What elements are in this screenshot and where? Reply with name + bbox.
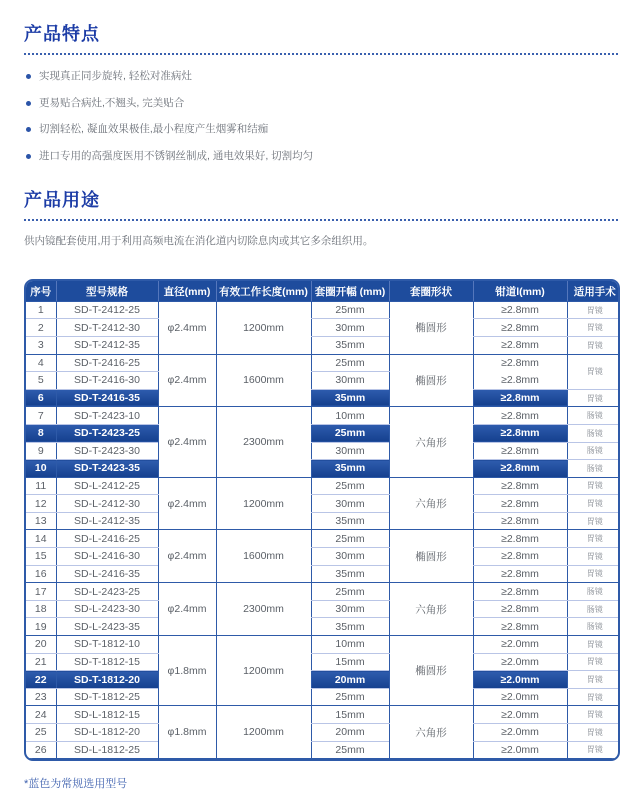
- dotted-divider: [24, 219, 618, 221]
- cell-loop-opening: 25mm: [311, 530, 389, 548]
- cell-working-length: 1200mm: [216, 301, 311, 354]
- cell-loop-opening: 30mm: [311, 495, 389, 513]
- cell-index: 15: [26, 548, 56, 566]
- cell-channel: ≥2.8mm: [473, 600, 567, 618]
- cell-applicable-surgery: 胃镜: [567, 565, 620, 583]
- cell-channel: ≥2.8mm: [473, 565, 567, 583]
- cell-loop-opening: 30mm: [311, 442, 389, 460]
- cell-model: SD-L-2423-35: [56, 618, 158, 636]
- cell-model: SD-L-1812-15: [56, 706, 158, 724]
- cell-model: SD-L-1812-20: [56, 724, 158, 742]
- cell-index: 11: [26, 477, 56, 495]
- cell-index: 3: [26, 336, 56, 354]
- cell-channel: ≥2.8mm: [473, 618, 567, 636]
- cell-index: 1: [26, 301, 56, 319]
- footnote: *蓝色为常规选用型号: [24, 778, 128, 791]
- cell-applicable-surgery: 胃镜: [567, 688, 620, 706]
- cell-loop-opening: 15mm: [311, 706, 389, 724]
- cell-loop-opening: 30mm: [311, 548, 389, 566]
- table-row: [26, 548, 620, 566]
- cell-index: 6: [26, 389, 56, 407]
- cell-model: SD-L-2416-30: [56, 548, 158, 566]
- feature-item: 更易贴合病灶,不翘头, 完美贴合: [24, 97, 618, 111]
- cell-loop-shape: 椭圆形: [389, 301, 473, 354]
- cell-index: 5: [26, 372, 56, 390]
- cell-channel: ≥2.8mm: [473, 442, 567, 460]
- cell-model: SD-T-1812-15: [56, 653, 158, 671]
- cell-applicable-surgery: 肠镜: [567, 618, 620, 636]
- table-row: [26, 301, 620, 319]
- cell-index: 2: [26, 319, 56, 337]
- cell-index: 16: [26, 565, 56, 583]
- column-header: 直径(mm): [158, 281, 216, 301]
- cell-index: 21: [26, 653, 56, 671]
- cell-applicable-surgery: 胃镜: [567, 301, 620, 319]
- cell-applicable-surgery: 肠镜: [567, 583, 620, 601]
- cell-channel: ≥2.8mm: [473, 583, 567, 601]
- bullet-dot-icon: [26, 154, 31, 159]
- cell-channel: ≥2.8mm: [473, 301, 567, 319]
- cell-applicable-surgery: 肠镜: [567, 600, 620, 618]
- cell-applicable-surgery: 胃镜: [567, 319, 620, 337]
- cell-model: SD-L-1812-25: [56, 741, 158, 759]
- cell-diameter: φ1.8mm: [158, 636, 216, 706]
- cell-loop-shape: 椭圆形: [389, 530, 473, 583]
- column-header: 钳道l(mm): [473, 281, 567, 301]
- bullet-dot-icon: [26, 127, 31, 132]
- cell-channel: ≥2.8mm: [473, 495, 567, 513]
- cell-model: SD-T-2412-35: [56, 336, 158, 354]
- cell-channel: ≥2.8mm: [473, 460, 567, 478]
- cell-working-length: 1200mm: [216, 706, 311, 759]
- features-list: [24, 70, 618, 164]
- dotted-divider: [24, 53, 618, 55]
- table-row: [26, 724, 620, 742]
- table-row: [26, 653, 620, 671]
- cell-channel: ≥2.0mm: [473, 671, 567, 689]
- cell-channel: ≥2.0mm: [473, 706, 567, 724]
- table-row: [26, 530, 620, 548]
- bullet-dot-icon: [26, 101, 31, 106]
- cell-channel: ≥2.8mm: [473, 530, 567, 548]
- cell-channel: ≥2.0mm: [473, 688, 567, 706]
- usage-description: 供内镜配套使用,用于利用高频电流在消化道内切除息肉或其它多余组织用。: [24, 234, 374, 247]
- cell-loop-opening: 25mm: [311, 688, 389, 706]
- cell-working-length: 1200mm: [216, 636, 311, 706]
- cell-channel: ≥2.8mm: [473, 548, 567, 566]
- cell-diameter: φ2.4mm: [158, 530, 216, 583]
- cell-applicable-surgery: 胃镜: [567, 706, 620, 724]
- table-row: [26, 512, 620, 530]
- cell-working-length: 2300mm: [216, 583, 311, 636]
- spec-table-header-row: [26, 281, 620, 301]
- cell-model: SD-L-2412-35: [56, 512, 158, 530]
- spec-table: [26, 281, 620, 759]
- cell-loop-opening: 10mm: [311, 407, 389, 425]
- cell-channel: ≥2.0mm: [473, 741, 567, 759]
- cell-index: 4: [26, 354, 56, 372]
- cell-loop-opening: 25mm: [311, 583, 389, 601]
- usage-section: [24, 186, 618, 249]
- cell-diameter: φ2.4mm: [158, 407, 216, 477]
- features-title: 产品特点: [24, 24, 100, 44]
- cell-model: SD-T-1812-20: [56, 671, 158, 689]
- table-row: [26, 424, 620, 442]
- cell-model: SD-T-2416-35: [56, 389, 158, 407]
- table-row: [26, 706, 620, 724]
- cell-index: 13: [26, 512, 56, 530]
- table-row: [26, 336, 620, 354]
- spec-table-body: [26, 301, 620, 758]
- column-header: 适用手术: [567, 281, 620, 301]
- cell-applicable-surgery: 胃镜: [567, 336, 620, 354]
- cell-applicable-surgery: 胃镜: [567, 354, 620, 389]
- cell-model: SD-T-1812-10: [56, 636, 158, 654]
- cell-applicable-surgery: 胃镜: [567, 671, 620, 689]
- cell-index: 20: [26, 636, 56, 654]
- cell-channel: ≥2.0mm: [473, 724, 567, 742]
- cell-loop-opening: 10mm: [311, 636, 389, 654]
- cell-index: 18: [26, 600, 56, 618]
- column-header: 套圈形状: [389, 281, 473, 301]
- cell-index: 12: [26, 495, 56, 513]
- cell-model: SD-L-2423-30: [56, 600, 158, 618]
- cell-applicable-surgery: 胃镜: [567, 512, 620, 530]
- column-header: 序号: [26, 281, 56, 301]
- cell-loop-shape: 六角形: [389, 706, 473, 759]
- cell-index: 14: [26, 530, 56, 548]
- cell-index: 26: [26, 741, 56, 759]
- cell-working-length: 1200mm: [216, 477, 311, 530]
- cell-channel: ≥2.0mm: [473, 636, 567, 654]
- table-row: [26, 583, 620, 601]
- table-row: [26, 741, 620, 759]
- table-row: [26, 319, 620, 337]
- cell-channel: ≥2.8mm: [473, 319, 567, 337]
- cell-channel: ≥2.8mm: [473, 512, 567, 530]
- cell-applicable-surgery: 肠镜: [567, 460, 620, 478]
- cell-model: SD-L-2416-35: [56, 565, 158, 583]
- cell-model: SD-L-2412-30: [56, 495, 158, 513]
- cell-applicable-surgery: 胃镜: [567, 653, 620, 671]
- table-row: [26, 354, 620, 372]
- cell-channel: ≥2.8mm: [473, 407, 567, 425]
- table-row: [26, 565, 620, 583]
- cell-index: 23: [26, 688, 56, 706]
- cell-index: 17: [26, 583, 56, 601]
- cell-diameter: φ1.8mm: [158, 706, 216, 759]
- cell-channel: ≥2.0mm: [473, 653, 567, 671]
- cell-model: SD-T-2423-30: [56, 442, 158, 460]
- table-row: [26, 460, 620, 478]
- cell-diameter: φ2.4mm: [158, 477, 216, 530]
- cell-index: 22: [26, 671, 56, 689]
- cell-applicable-surgery: 胃镜: [567, 477, 620, 495]
- cell-channel: ≥2.8mm: [473, 354, 567, 372]
- table-row: [26, 688, 620, 706]
- table-row: [26, 372, 620, 390]
- cell-model: SD-L-2423-25: [56, 583, 158, 601]
- cell-applicable-surgery: 胃镜: [567, 548, 620, 566]
- cell-loop-shape: 六角形: [389, 477, 473, 530]
- cell-loop-opening: 20mm: [311, 724, 389, 742]
- cell-working-length: 2300mm: [216, 407, 311, 477]
- cell-loop-opening: 35mm: [311, 460, 389, 478]
- cell-loop-opening: 35mm: [311, 336, 389, 354]
- cell-diameter: φ2.4mm: [158, 301, 216, 354]
- cell-model: SD-T-2423-25: [56, 424, 158, 442]
- cell-loop-opening: 25mm: [311, 301, 389, 319]
- cell-index: 7: [26, 407, 56, 425]
- cell-working-length: 1600mm: [216, 354, 311, 407]
- spec-table-container: [24, 279, 620, 761]
- cell-loop-shape: 六角形: [389, 583, 473, 636]
- cell-model: SD-T-2423-10: [56, 407, 158, 425]
- table-row: [26, 477, 620, 495]
- cell-index: 9: [26, 442, 56, 460]
- table-row: [26, 671, 620, 689]
- cell-channel: ≥2.8mm: [473, 424, 567, 442]
- cell-channel: ≥2.8mm: [473, 477, 567, 495]
- cell-index: 25: [26, 724, 56, 742]
- cell-index: 19: [26, 618, 56, 636]
- cell-loop-opening: 15mm: [311, 653, 389, 671]
- cell-model: SD-T-2412-25: [56, 301, 158, 319]
- table-row: [26, 407, 620, 425]
- cell-loop-opening: 35mm: [311, 512, 389, 530]
- cell-applicable-surgery: 胃镜: [567, 389, 620, 407]
- cell-index: 8: [26, 424, 56, 442]
- features-section: [24, 20, 618, 164]
- bullet-dot-icon: [26, 74, 31, 79]
- table-row: [26, 495, 620, 513]
- cell-channel: ≥2.8mm: [473, 336, 567, 354]
- cell-index: 10: [26, 460, 56, 478]
- cell-model: SD-L-2416-25: [56, 530, 158, 548]
- cell-loop-shape: 椭圆形: [389, 354, 473, 407]
- cell-loop-opening: 25mm: [311, 477, 389, 495]
- cell-applicable-surgery: 肠镜: [567, 424, 620, 442]
- cell-loop-shape: 椭圆形: [389, 636, 473, 706]
- feature-item: 实现真正同步旋转, 轻松对准病灶: [24, 70, 618, 84]
- cell-applicable-surgery: 胃镜: [567, 495, 620, 513]
- cell-loop-opening: 35mm: [311, 565, 389, 583]
- cell-model: SD-T-1812-25: [56, 688, 158, 706]
- cell-applicable-surgery: 肠镜: [567, 442, 620, 460]
- cell-loop-opening: 20mm: [311, 671, 389, 689]
- cell-loop-opening: 25mm: [311, 354, 389, 372]
- cell-applicable-surgery: 胃镜: [567, 724, 620, 742]
- cell-channel: ≥2.8mm: [473, 389, 567, 407]
- cell-model: SD-T-2423-35: [56, 460, 158, 478]
- cell-model: SD-T-2416-25: [56, 354, 158, 372]
- cell-loop-opening: 30mm: [311, 319, 389, 337]
- cell-loop-opening: 30mm: [311, 372, 389, 390]
- table-row: [26, 600, 620, 618]
- cell-applicable-surgery: 胃镜: [567, 636, 620, 654]
- cell-loop-opening: 30mm: [311, 600, 389, 618]
- usage-title: 产品用途: [24, 189, 100, 210]
- table-row: [26, 636, 620, 654]
- cell-applicable-surgery: 胃镜: [567, 530, 620, 548]
- table-row: [26, 618, 620, 636]
- column-header: 套圈开幅 (mm): [311, 281, 389, 301]
- cell-loop-opening: 25mm: [311, 741, 389, 759]
- cell-applicable-surgery: 肠镜: [567, 407, 620, 425]
- feature-item: 进口专用的高强度医用不锈钢丝制成, 通电效果好, 切割均匀: [24, 150, 618, 164]
- cell-index: 24: [26, 706, 56, 724]
- table-row: [26, 442, 620, 460]
- cell-model: SD-L-2412-25: [56, 477, 158, 495]
- cell-model: SD-T-2412-30: [56, 319, 158, 337]
- cell-channel: ≥2.8mm: [473, 372, 567, 390]
- cell-diameter: φ2.4mm: [158, 354, 216, 407]
- cell-loop-opening: 25mm: [311, 424, 389, 442]
- column-header: 型号规格: [56, 281, 158, 301]
- cell-applicable-surgery: 胃镜: [567, 741, 620, 759]
- cell-diameter: φ2.4mm: [158, 583, 216, 636]
- column-header: 有效工作长度(mm): [216, 281, 311, 301]
- cell-loop-opening: 35mm: [311, 618, 389, 636]
- cell-loop-opening: 35mm: [311, 389, 389, 407]
- table-row: [26, 389, 620, 407]
- cell-working-length: 1600mm: [216, 530, 311, 583]
- cell-model: SD-T-2416-30: [56, 372, 158, 390]
- feature-item: 切割轻松, 凝血效果极佳,最小程度产生烟雾和结痂: [24, 123, 618, 137]
- cell-loop-shape: 六角形: [389, 407, 473, 477]
